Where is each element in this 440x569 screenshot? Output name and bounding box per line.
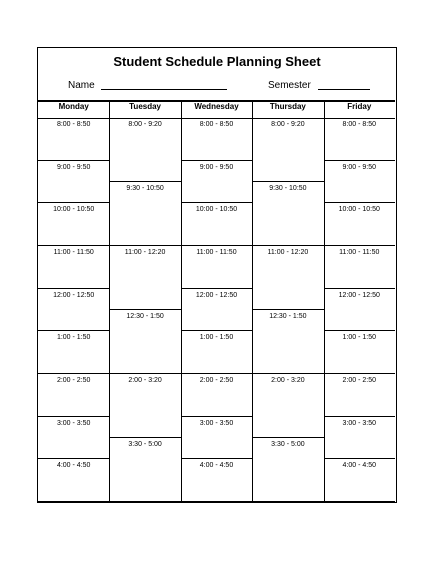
day-column-monday xyxy=(38,100,109,502)
time-slot-label: 12:00 - 12:50 xyxy=(338,291,380,299)
sheet-title: Student Schedule Planning Sheet xyxy=(113,54,321,69)
time-slot[interactable] xyxy=(109,182,180,246)
time-slot[interactable] xyxy=(38,118,109,161)
time-slot-label: 9:30 - 10:50 xyxy=(269,185,307,192)
time-slot-label: 8:00 - 8:50 xyxy=(199,121,234,128)
header-divider xyxy=(181,118,252,119)
time-slot-label: 2:00 - 3:20 xyxy=(271,377,305,384)
time-slot[interactable] xyxy=(252,182,323,246)
time-slot-label: 9:30 - 10:50 xyxy=(126,185,164,192)
day-header: Friday xyxy=(347,102,372,111)
header-divider xyxy=(324,118,395,119)
time-slot-label: 3:00 - 3:50 xyxy=(342,419,377,427)
time-slot[interactable] xyxy=(252,246,323,310)
time-slot-label: 12:00 - 12:50 xyxy=(53,291,95,299)
time-slot-label: 3:00 - 3:50 xyxy=(199,419,234,427)
time-slot[interactable] xyxy=(324,203,395,246)
time-slot[interactable] xyxy=(181,459,252,502)
schedule-grid xyxy=(38,100,395,502)
time-slot-label: 2:00 - 2:50 xyxy=(56,377,91,384)
time-slot-label: 3:00 - 3:50 xyxy=(56,419,91,427)
time-slot-label: 8:00 - 8:50 xyxy=(56,121,91,128)
semester-field[interactable] xyxy=(268,79,370,91)
time-slot-label: 4:00 - 4:50 xyxy=(199,462,234,470)
time-slot-label: 4:00 - 4:50 xyxy=(342,462,377,470)
day-column-wednesday xyxy=(181,100,252,502)
time-slot[interactable] xyxy=(109,438,180,502)
semester-line xyxy=(318,79,370,90)
day-column-thursday xyxy=(252,100,323,502)
time-slot[interactable] xyxy=(38,246,109,289)
time-slot[interactable] xyxy=(38,331,109,374)
column-divider xyxy=(109,100,110,502)
time-slot[interactable] xyxy=(324,246,395,289)
time-slot-label: 12:30 - 1:50 xyxy=(126,313,164,320)
time-slot[interactable] xyxy=(324,374,395,417)
time-slot[interactable] xyxy=(181,374,252,417)
time-slot-label: 10:00 - 10:50 xyxy=(195,206,238,214)
time-slot[interactable] xyxy=(38,203,109,246)
time-slot-label: 11:00 - 12:20 xyxy=(124,249,166,256)
time-slot-label: 12:00 - 12:50 xyxy=(195,291,238,299)
time-slot[interactable] xyxy=(324,289,395,332)
time-slot[interactable] xyxy=(181,417,252,460)
time-slot-label: 1:00 - 1:50 xyxy=(56,334,91,342)
time-slot[interactable] xyxy=(324,331,395,374)
time-slot[interactable] xyxy=(324,417,395,460)
time-slot[interactable] xyxy=(181,246,252,289)
time-slot-label: 10:00 - 10:50 xyxy=(338,206,380,214)
time-slot-label: 9:00 - 9:50 xyxy=(342,163,377,171)
time-slot-label: 11:00 - 11:50 xyxy=(339,249,380,256)
day-header: Thursday xyxy=(269,102,306,111)
time-slot-label: 11:00 - 11:50 xyxy=(196,249,237,256)
day-header: Wednesday xyxy=(194,102,239,111)
time-slot-label: 11:00 - 11:50 xyxy=(53,249,94,256)
time-slot[interactable] xyxy=(109,374,180,438)
time-slot[interactable] xyxy=(38,417,109,460)
column-divider xyxy=(252,100,253,502)
time-slot[interactable] xyxy=(38,289,109,332)
time-slot-label: 3:30 - 5:00 xyxy=(271,441,305,448)
time-slot[interactable] xyxy=(252,438,323,502)
time-slot[interactable] xyxy=(181,118,252,161)
schedule-sheet xyxy=(37,47,397,503)
time-slot[interactable] xyxy=(38,459,109,502)
time-slot[interactable] xyxy=(324,118,395,161)
time-slot[interactable] xyxy=(324,459,395,502)
time-slot-label: 2:00 - 3:20 xyxy=(128,377,162,384)
time-slot-label: 11:00 - 12:20 xyxy=(267,249,309,256)
name-label: Name xyxy=(68,80,95,91)
semester-label: Semester xyxy=(268,80,311,91)
time-slot-label: 4:00 - 4:50 xyxy=(56,462,91,470)
column-divider xyxy=(324,100,325,502)
time-slot[interactable] xyxy=(181,331,252,374)
time-slot[interactable] xyxy=(324,161,395,204)
time-slot[interactable] xyxy=(181,203,252,246)
header-divider xyxy=(38,118,109,119)
time-slot[interactable] xyxy=(181,161,252,204)
header-divider xyxy=(252,118,323,119)
time-slot-label: 2:00 - 2:50 xyxy=(199,377,234,384)
time-slot-label: 9:00 - 9:50 xyxy=(199,163,234,171)
day-column-friday xyxy=(324,100,395,502)
header-divider xyxy=(109,118,180,119)
day-column-tuesday xyxy=(109,100,180,502)
time-slot-label: 8:00 - 9:20 xyxy=(271,121,305,128)
time-slot-label: 2:00 - 2:50 xyxy=(342,377,377,384)
time-slot[interactable] xyxy=(38,161,109,204)
time-slot-label: 1:00 - 1:50 xyxy=(199,334,234,342)
time-slot[interactable] xyxy=(109,310,180,374)
time-slot[interactable] xyxy=(109,246,180,310)
time-slot-label: 12:30 - 1:50 xyxy=(269,313,307,320)
time-slot[interactable] xyxy=(38,374,109,417)
name-line xyxy=(101,79,227,90)
name-field[interactable] xyxy=(68,79,227,91)
time-slot-label: 9:00 - 9:50 xyxy=(56,163,91,171)
time-slot-label: 8:00 - 9:20 xyxy=(128,121,162,128)
day-header: Monday xyxy=(58,102,89,111)
time-slot[interactable] xyxy=(109,118,180,182)
time-slot-label: 3:30 - 5:00 xyxy=(128,441,162,448)
time-slot[interactable] xyxy=(252,118,323,182)
time-slot[interactable] xyxy=(252,310,323,374)
time-slot-label: 10:00 - 10:50 xyxy=(53,206,95,214)
time-slot-label: 8:00 - 8:50 xyxy=(342,121,377,128)
time-slot[interactable] xyxy=(252,374,323,438)
time-slot-label: 1:00 - 1:50 xyxy=(342,334,377,342)
day-header: Tuesday xyxy=(129,102,162,111)
column-divider xyxy=(181,100,182,502)
time-slot[interactable] xyxy=(181,289,252,332)
